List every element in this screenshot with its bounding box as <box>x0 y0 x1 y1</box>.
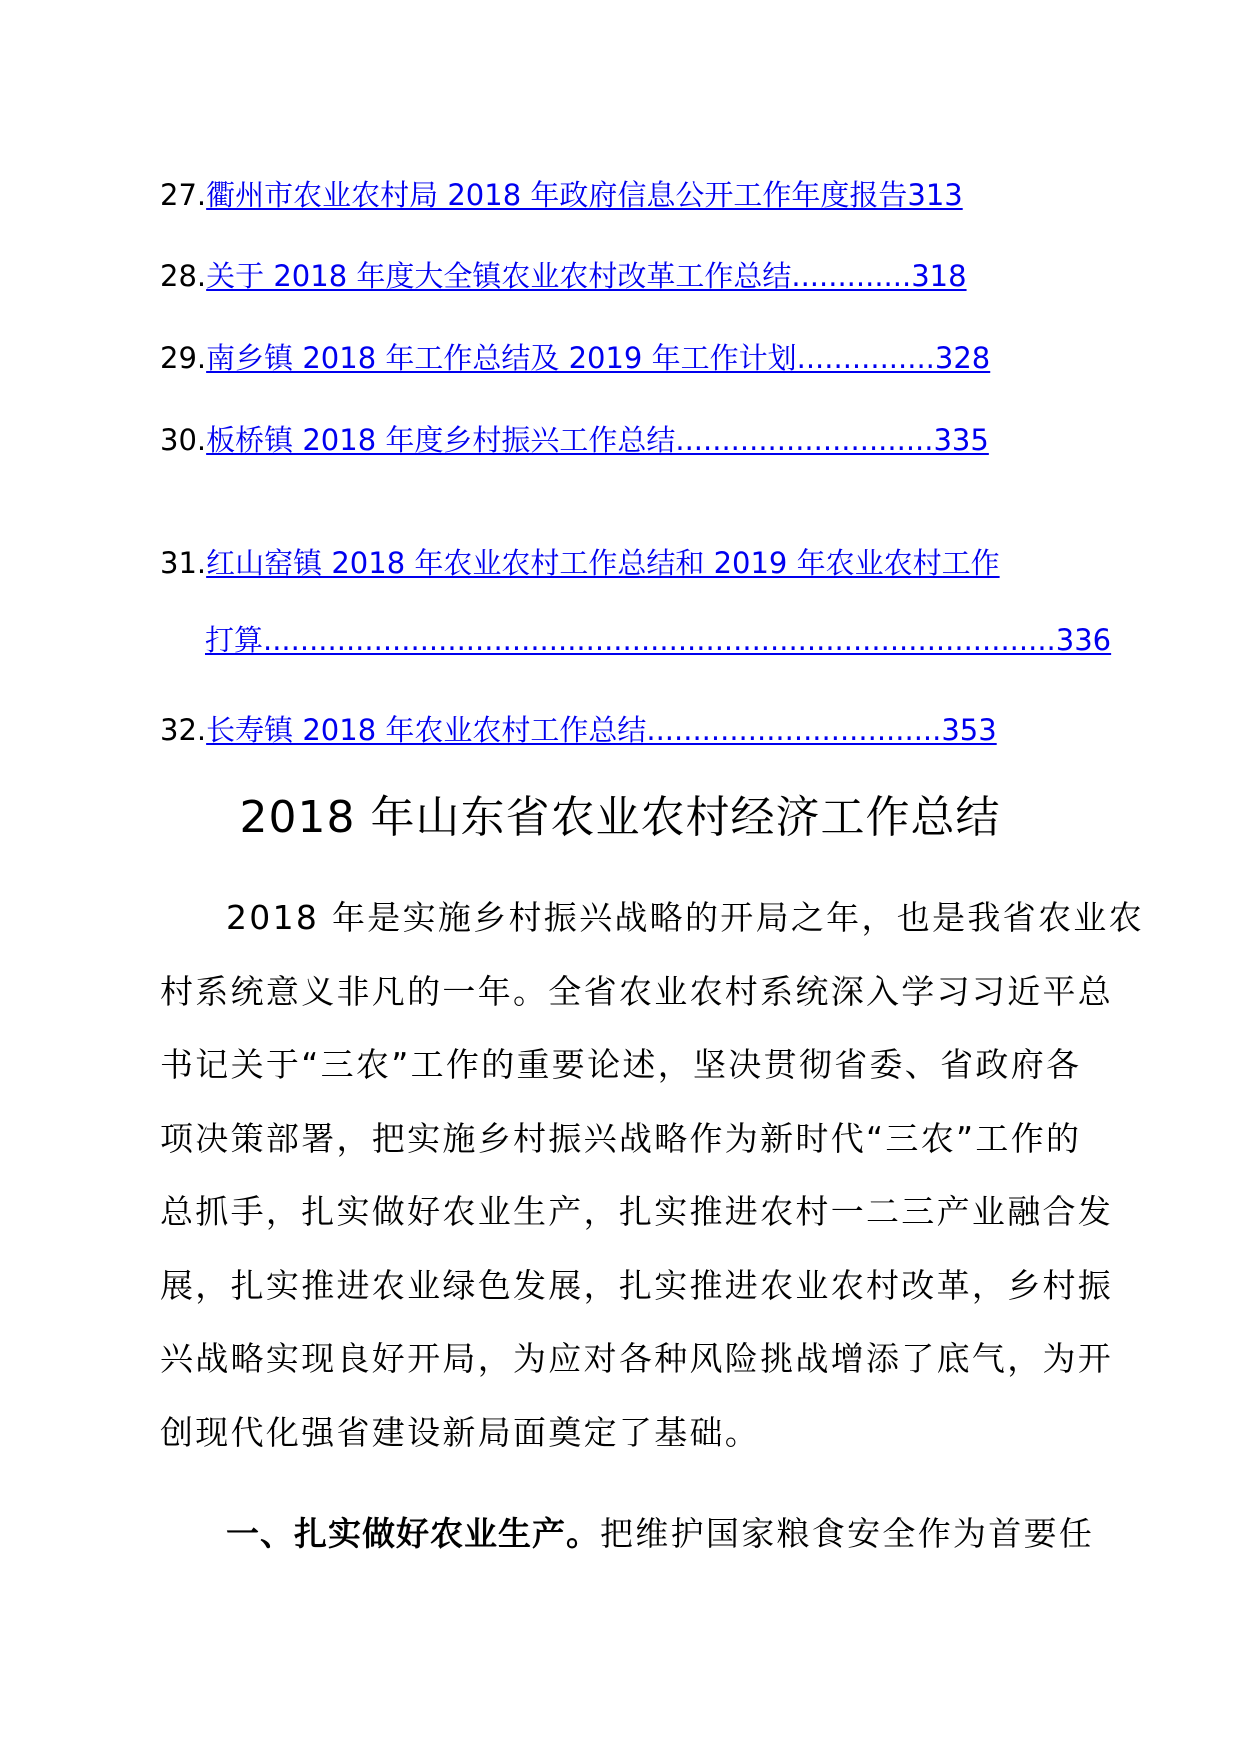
toc-link[interactable]: 红山窑镇 2018 年农业农村工作总结和 2019 年农业农村工作 <box>206 546 1000 580</box>
toc-entry-28[interactable] <box>160 256 1090 296</box>
paragraph-line: 项决策部署，把实施乡村振兴战略作为新时代“三农”工作的 <box>160 1119 1082 1158</box>
toc-number: 27. <box>160 178 207 212</box>
toc-link[interactable]: 关于 2018 年度大全镇农业农村改革工作总结.............318 <box>206 259 967 293</box>
section-1-line <box>226 1512 1095 1556</box>
paragraph-line: 兴战略实现良好开局，为应对各种风险挑战增添了底气，为开 <box>160 1339 1114 1378</box>
document-title: 2018 年山东省农业农村经济工作总结 <box>239 792 1001 843</box>
paragraph-line: 总抓手，扎实做好农业生产，扎实推进农村一二三产业融合发 <box>160 1192 1114 1231</box>
section-heading: 一、扎实做好农业生产。 <box>226 1514 600 1553</box>
toc-entry-31-continuation[interactable] <box>205 620 1111 660</box>
toc-number: 32. <box>160 713 207 747</box>
toc-link[interactable]: 板桥镇 2018 年度乡村振兴工作总结............................335 <box>206 423 989 457</box>
toc-entry-30[interactable] <box>160 420 1090 460</box>
toc-number: 31. <box>160 546 207 580</box>
toc-link[interactable]: 打算......................................................................................336 <box>205 623 1112 657</box>
toc-entry-27[interactable] <box>160 175 1090 215</box>
paragraph-line: 书记关于“三农”工作的重要论述，坚决贯彻省委、省政府各 <box>160 1045 1082 1084</box>
section-text: 把维护国家粮食安全作为首要任 <box>600 1514 1095 1553</box>
paragraph-line: 村系统意义非凡的一年。全省农业农村系统深入学习习近平总 <box>160 972 1114 1011</box>
toc-number: 28. <box>160 259 207 293</box>
toc-entry-32[interactable] <box>160 710 1090 750</box>
toc-number: 30. <box>160 423 207 457</box>
toc-number: 29. <box>160 341 207 375</box>
paragraph-line: 2018 年是实施乡村振兴战略的开局之年，也是我省农业农 <box>226 898 1144 937</box>
toc-entry-31[interactable] <box>160 543 1090 583</box>
toc-link[interactable]: 南乡镇 2018 年工作总结及 2019 年工作计划...............328 <box>206 341 991 375</box>
paragraph-line: 展，扎实推进农业绿色发展，扎实推进农业农村改革，乡村振 <box>160 1266 1114 1305</box>
paragraph-line: 创现代化强省建设新局面奠定了基础。 <box>160 1413 761 1452</box>
toc-entry-29[interactable] <box>160 338 1090 378</box>
toc-link[interactable]: 衢州市农业农村局 2018 年政府信息公开工作年度报告313 <box>206 178 963 212</box>
toc-link[interactable]: 长寿镇 2018 年农业农村工作总结................................353 <box>206 713 997 747</box>
